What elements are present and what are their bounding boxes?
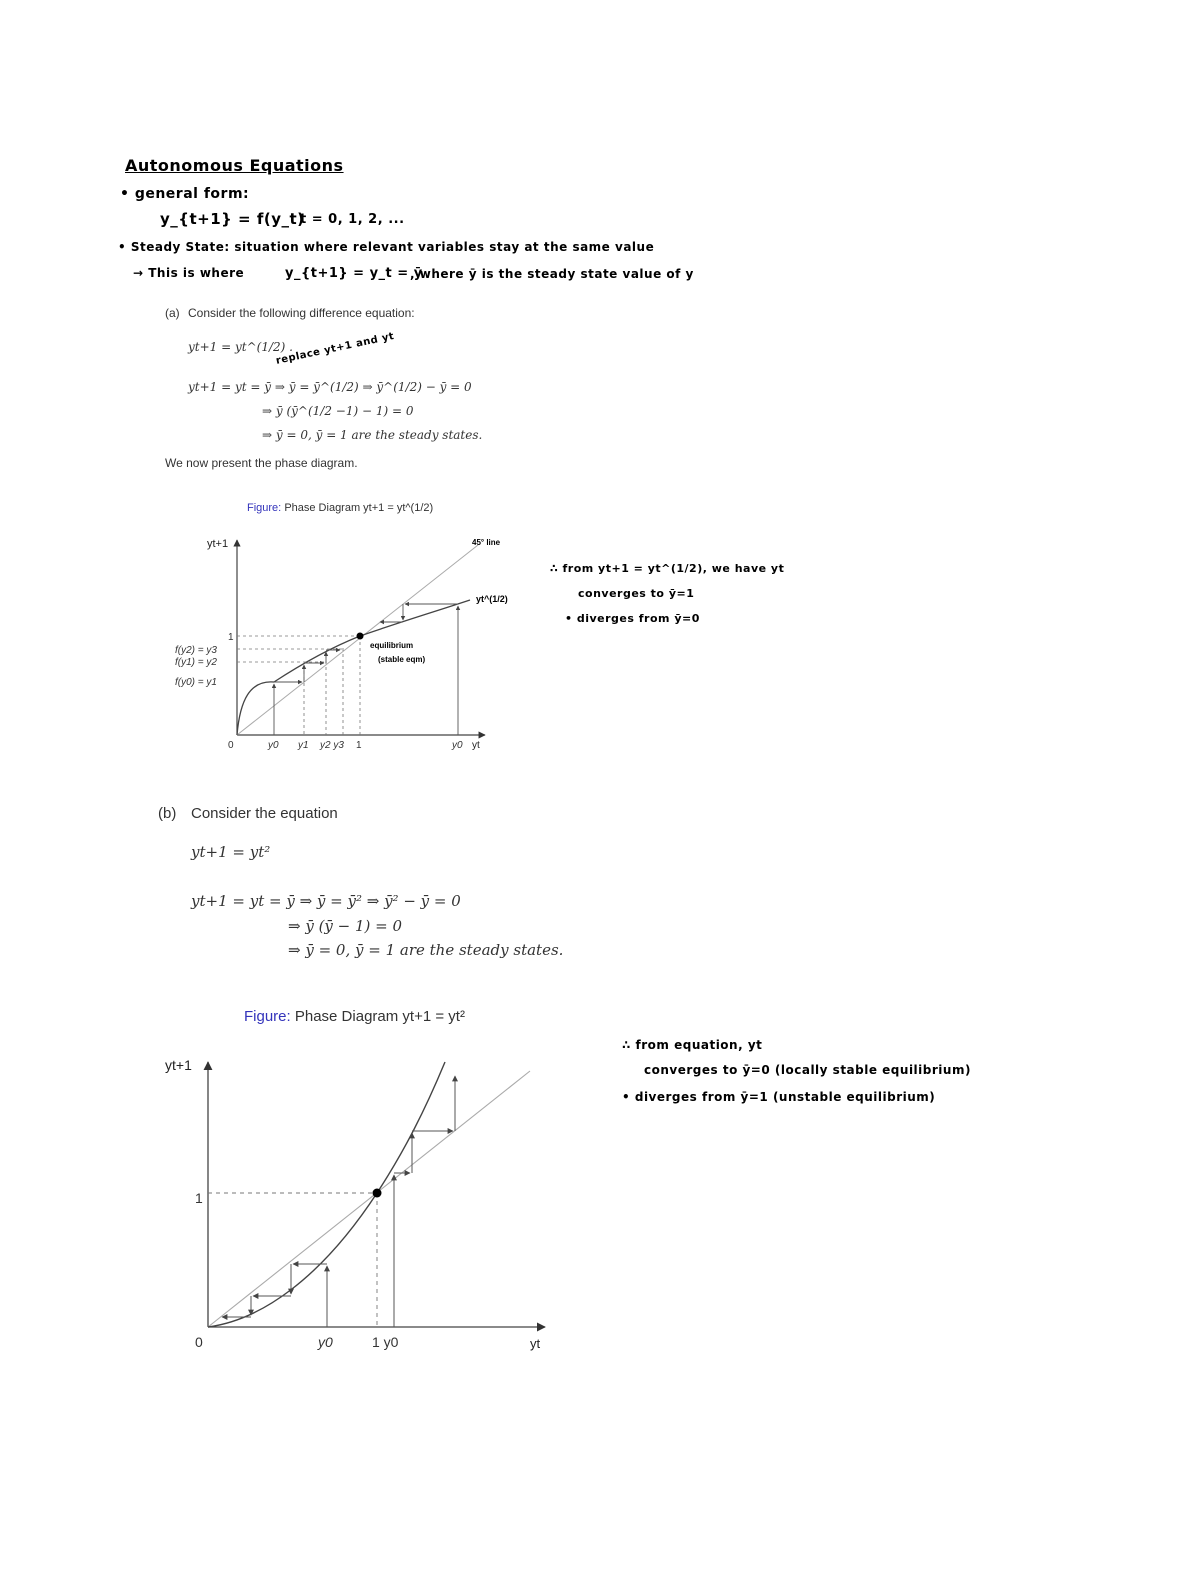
part-b-derivation-line1: yt+1 = yt = ȳ ⇒ ȳ = ȳ² ⇒ ȳ² − ȳ = 0 (191, 892, 461, 910)
chart-a-xlabel-1: 1 (356, 740, 362, 751)
chart-b-ylabel-1: 1 (195, 1190, 203, 1206)
phase-diagram-intro: We now present the phase diagram. (165, 456, 358, 470)
chart-a-curve (237, 600, 470, 735)
general-form-equation: y_{t+1} = f(y_t) (160, 210, 305, 228)
chart-b-y-axis-label: yt+1 (165, 1057, 192, 1073)
steady-state-equation: y_{t+1} = y_t = ȳ (285, 266, 423, 281)
chart-a-45-line (237, 545, 478, 735)
chart-a-xlabel-y0: y0 (268, 740, 279, 751)
notes-heading: Autonomous Equations (125, 156, 344, 175)
this-is-where: → This is where (133, 266, 245, 280)
part-a-derivation-line2: ⇒ ȳ (ȳ^(1/2 −1) − 1) = 0 (262, 404, 414, 418)
chart-a-y-axis-label: yt+1 (207, 538, 229, 550)
chart-a-eq-note-1: equilibrium (370, 641, 414, 650)
figure-b-caption (244, 1008, 465, 1025)
figure-b-caption-text: Phase Diagram yt+1 = yt² (294, 1008, 465, 1025)
chart-b-x-axis-label: yt (530, 1336, 541, 1351)
part-a-intro: Consider the following difference equation: (188, 306, 415, 320)
chart-a-ylabel-fy0: f(y0) = y1 (175, 677, 217, 688)
figure-b-label: Figure: (244, 1008, 291, 1025)
chart-b-xlabel-y0: y0 (318, 1334, 333, 1350)
chart-b-cobweb (222, 1076, 455, 1327)
part-a-side-note-3: • diverges from ȳ=0 (565, 612, 700, 625)
part-b-label: (b) (158, 805, 177, 822)
chart-a-equilibrium-point (357, 633, 364, 640)
chart-a-ylabel-fy1: f(y1) = y2 (175, 657, 217, 668)
chart-b-45-line (208, 1071, 530, 1327)
part-b-side-note-3: • diverges from ȳ=1 (unstable equilibrium) (622, 1090, 936, 1104)
figure-a-label: Figure: (247, 502, 282, 514)
chart-a-cobweb (274, 604, 458, 735)
chart-a-xlabel-y1: y1 (298, 740, 309, 751)
part-a-annotation: replace yt+1 and yt (275, 330, 396, 367)
chart-a-line-note: 45° line (472, 538, 501, 547)
chart-a-ylabel-fy2: f(y2) = y3 (175, 645, 217, 656)
part-b-derivation-line2: ⇒ ȳ (ȳ − 1) = 0 (288, 917, 403, 935)
chart-a-curve-note: yt^(1/2) (476, 594, 508, 604)
figure-a-caption-text: Phase Diagram yt+1 = yt^(1/2) (284, 502, 434, 514)
phase-diagram-b (150, 1040, 570, 1370)
chart-b-equilibrium-point (373, 1189, 382, 1198)
part-a-side-note-1: ∴ from yt+1 = yt^(1/2), we have yt (550, 562, 785, 575)
general-form-label: • general form: (120, 186, 250, 202)
chart-a-x-axis-label: yt (472, 740, 480, 751)
figure-a-caption (247, 502, 433, 514)
part-a-equation: yt+1 = yt^(1/2) . (188, 340, 293, 354)
chart-a-xlabel-y0-right: y0 (452, 740, 463, 751)
chart-a-xlabel-0: 0 (228, 740, 234, 751)
part-a-label: (a) (165, 306, 180, 320)
general-form-t-values: t = 0, 1, 2, ... (300, 212, 405, 227)
chart-a-ylabel-1: 1 (228, 632, 234, 643)
part-b-side-note-2: converges to ȳ=0 (locally stable equilibrium) (644, 1063, 971, 1077)
chart-a-eq-note-2: (stable eqm) (378, 655, 426, 664)
chart-b-ylabel-0: 0 (195, 1334, 203, 1350)
part-b-equation: yt+1 = yt² (191, 843, 271, 861)
part-a-derivation-line1: yt+1 = yt = ȳ ⇒ ȳ = ȳ^(1/2) ⇒ ȳ^(1/2) − ȳ = 0 (188, 380, 472, 394)
steady-state-definition: • Steady State: situation where relevant variables stay at the same value (118, 240, 655, 254)
chart-b-xlabel-1-y0: 1 y0 (372, 1334, 399, 1350)
phase-diagram-a (160, 530, 520, 760)
steady-state-where: , where ȳ is the steady state value of y (410, 267, 694, 281)
part-b-side-note-1: ∴ from equation, yt (622, 1038, 763, 1052)
part-b-intro: Consider the equation (191, 805, 338, 822)
part-a-derivation-line3: ⇒ ȳ = 0, ȳ = 1 are the steady states. (262, 428, 483, 442)
part-a-side-note-2: converges to ȳ=1 (578, 587, 695, 600)
part-b-derivation-line3: ⇒ ȳ = 0, ȳ = 1 are the steady states. (288, 941, 564, 959)
chart-a-xlabel-y2y3: y2 y3 (320, 740, 344, 751)
